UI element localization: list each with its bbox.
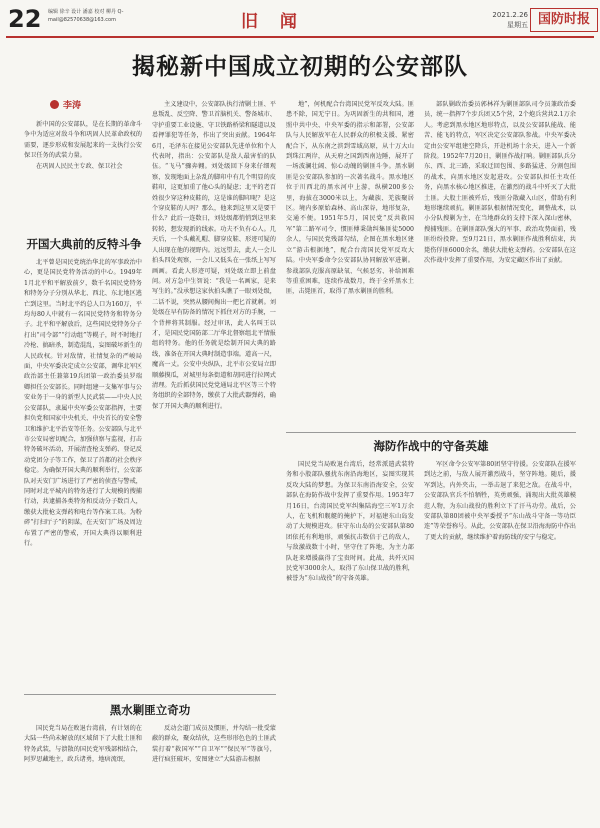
article-column-3 — [286, 100, 414, 425]
issue-weekday: 星期五 — [507, 21, 528, 29]
author-name: 李涛 — [63, 101, 82, 111]
article-column-1 — [24, 258, 142, 678]
section-divider — [24, 694, 276, 695]
article-column-6 — [424, 460, 576, 820]
article-column-2 — [152, 100, 276, 682]
intro-paragraph: 新中国的公安部队，是在长期的革命斗争中为适应对敌斗争和巩固人民革命政权的需要，逐步形成和发展起来的一支执行公安保卫任务的武装力量。 — [24, 121, 142, 160]
issue-date-text: 2021.2.26 — [492, 11, 528, 19]
section-title: 旧 闻 — [241, 12, 305, 32]
subhead-2: 海防作战中的守备英雄 — [373, 439, 489, 453]
article-column-8 — [152, 724, 276, 820]
editor-credits: 编辑 徐辛 设计 潘嘉 校对 柳丹 Q-mail@82570638@163.com — [48, 9, 124, 23]
section-divider — [286, 432, 576, 433]
author-dot-icon — [50, 100, 59, 109]
newspaper-logo: 国防时报 — [530, 8, 598, 32]
issue-date — [482, 10, 528, 30]
column-text: 地”，何机配合台湾国民党军反攻大陆。匪患不除，国无宁日。为巩固新生的共和国，遵照中共中央、中央军委的指示和部署，公安部队与人民解放军在人民群众的积极支援、紧密配合下，从东南之滨到雪域高原，从十万大山到珠江两岸，从天府之国到西南边陲，展开了一场波澜壮阔、惊心动魄的剿匪斗争。黑水剿匪是公安部队参加的一次著名战斗。黑水地区位于川西北的黑水河中上游，纵横200多公里，海拔在3000米以上，为藏族、羌族聚居区。境内多原始森林、高山深谷，地形复杂，交通不便。1951年5月，国民党“反共救国军”第二路军司令、惯匪傅秉勋纠集匪徒5000余人，与国民党残部勾结，企图在黑水地区建立“游击根据地”，配合台湾国民党军反攻大陆。中央军委命令公安部队协同解放军进剿。参战部队克服高原缺氧、气候恶劣、补给困难等重重困难，连续作战数月，终于全歼黑水土匪，击毙匪首，取得了黑水剿匪的胜利。 — [286, 101, 414, 296]
column-text: 军区命令公安军第80团坚守待援。公安部队在援军到达之前，与敌人展开激烈战斗，坚守阵地。随后，援军到达，内外夹击，一举击退了来犯之敌。在战斗中，公安部队官兵不怕牺牲，英勇顽强，涌现出大批英雄模范人物，为东山战役的胜利立下了汗马功劳。战后，公安部队第80团被中央军委授予“东山战斗守备一等功臣连”等荣誉称号。从此，公安部队在保卫沿海海防中作出了更大的贡献，继续维护着海防线的安宁与稳定。 — [424, 461, 576, 541]
intro-text — [24, 120, 142, 220]
column-text: 部队剿政治委员郭林祥为剿匪部队司令员兼政治委员，统一指挥7个步兵团又5个营，2个炮兵营共2.1万余人。考虑到黑水地区地形特点，以及公安部队能战、能苦、能飞的特点，军区决定公安部队参战。中央军委决定由公安军组建空降兵，开赴机场十余天，进入一个新阶段。1952年7月20日，剿匪作战打响。剿匪部队兵分东、西、北三路，采取迂回包围、多路猛进、分割包围的战术，向黑水地区发起进攻。公安部队担任主攻任务，向黑水核心地区推进，在激烈的战斗中歼灭了大批土匪。大股土匪被歼后，残匪分散藏入山区，借助有利地形继续顽抗。剿匪部队根据情况变化，调整战术，以小分队搜剿为主，在当地群众的支持下深入深山密林，搜捕残匪。在剿匪部队强大的军事、政治攻势面前，残匪纷纷投降。至9月21日，黑水剿匪作战胜利结束，共毙伤俘匪6000余名，缴获大批枪支弹药。公安部队在这次作战中发挥了重要作用，为安定藏区作出了贡献。 — [424, 101, 576, 265]
page-number: 22 — [8, 5, 42, 33]
column-text: 北平曾是国民党统治华北的军事政治中心，更是国民党特务活动的中心。1949年1月北平和平解放前夕，数千名国民党特务和特务分子分别从华北、西北、东北地区逃亡到这里。当时北平约总人口为160万，平均每80人中就有一名国民党特务和特务分子。北平和平解放后，这些国民党特务分子打出“司令部”“行动组”等幌子，时不时地打冷枪、搞暗杀，制造混乱，妄图破坏新生的人民政权。针对敌情，社情复杂的严峻局面，中央军委决定成立公安部，调华北军区政治部主任兼第19兵团第一政治委员罗瑞卿担任公安部长。同时组建一支集军事与公安业务于一身的新型人民武装——中央人民公安部队，隶属中央军委公安部指挥，主要担负党和国家中央机关、中央首长的安全警卫和维护北平治安等任务。公安部队与北平市公安局密切配合，加强侦察与监视，打击特务破坏活动，开展清查枪支弹药、登记反动党团分子等工作，保卫了首都的社会秩序稳定。为确保开国大典的顺利举行，公安部队对天安门广场进行了严密的侦查与警戒，同时对北平城内的特务进行了大规模的搜捕行动，共逮捕各类特务和反动分子数百人，缴获大批枪支弹药和电台等作案工具。为粉碎“打扫厅子”的阴谋，在天安门广场及周边布置了严密的警戒，开国大典得以顺利进行。 — [24, 259, 142, 547]
headline: 揭秘新中国成立初期的公安部队 — [132, 54, 468, 80]
subhead-3: 黑水剿匪立奇功 — [109, 703, 191, 717]
article-column-7 — [24, 724, 142, 820]
page-header — [6, 4, 594, 38]
author-byline — [50, 98, 81, 111]
column-text: 主义建设中，公安部队执行清剿土匪、平息叛乱、反空降、警卫首脑机关、警备城市、守护重要工业设施、守卫铁路桥梁和隧道以及看押罪犯等任务，作出了突出贡献。1964年6月，毛泽东在接见公安部队先进单位和个人代表时，指出：公安部队是敌人最害怕的队伍。“飞马”骤奔翱。刘处级回下身来仔细观察，发现地面上杂乱的脚印中有几个明显的皮鞋印，这更加重了他心头的疑虑；北平的老百姓很少穿这种皮鞋的，这是谁的脚印呢？是这个穿皮鞋的人吗？那么，他来到这里又是要干什么？此后一连数日，刘处级都悄悄到这里来转转，想发现新的线索。功夫不负有心人。几天后，一个头戴礼帽、脚穿皮鞋、形迹可疑的人出现在他的视野内。远远望去，此人一会儿拍头四处观察，一会儿又低头在一张纸上写写画画。看此人形迹可疑，刘处级立即上前盘问。对方急中生智说：“我是一名画家，是来写生的。”没承想这家伙拍头瞧了一眼刘处级，二话不说，突然从腰间掏出一把匕首就刺。刘处级在早有防备的情况下抓住对方的手腕，一个背摔将其制服。经过审讯，此人名叫王以才，是国民党国防部二厅华北督察组北平情报组的特务。他的任务就是绘制开国大典的路线，准备在开国大典时制造事端。道高一尺，魔高一丈。公安中央纵队，北平市公安局立即顺藤摸瓜，对城里每条街道和胡同进行拉网式清理。先后抓获国民党党通局北平区等三个特务组织的全部特务，缴获了大批武器弹药，确保了开国大典的顺利进行。 — [152, 101, 276, 410]
column-text: 国民党当局败退台湾后，经常派遣武装特务和小股部队骚扰东南沿海地区，妄图实现其反攻大陆的梦想。为保卫东南沿海安全，公安部队在海防作战中发挥了重要作用。1953年7月16日，台湾国民党军纠集陆海空三军1万余人，在飞机和舰艇的掩护下，对福建东山岛发动了大规模进攻。驻守东山岛的公安部队第80团依托有利地形，顽强抗击数倍于己的敌人，与敌激战数十小时，坚守住了阵地，为主力部队赶来增援赢得了宝贵时间。此战，共歼灭国民党军3000余人，取得了东山保卫战的胜利，被誉为“东山战役”的守备英雄。 — [286, 461, 414, 583]
article-column-4 — [424, 100, 576, 425]
intro-paragraph: 在巩固人民民主专政、保卫社会 — [36, 162, 123, 170]
subhead-1: 开国大典前的反特斗争 — [26, 237, 142, 251]
article-column-5 — [286, 460, 414, 820]
column-text: 国民党当局在败退台湾前，有计划的在大陆一些尚未解放的区域留下了大批土匪和特务武装，与溃散的国民党军残部相结合，阿罗思藏地主，政兵诸勇，地痞流氓， — [24, 725, 142, 764]
column-text: 反动会道门成员及惯匪，并勾结一批受蒙蔽的群众，聚众结伙，这些形形色色的土匪武装打着“救国军”“自卫军”“保民军”等旗号，进行疯狂破坏，安图建立“大陆游击根据 — [152, 725, 276, 764]
